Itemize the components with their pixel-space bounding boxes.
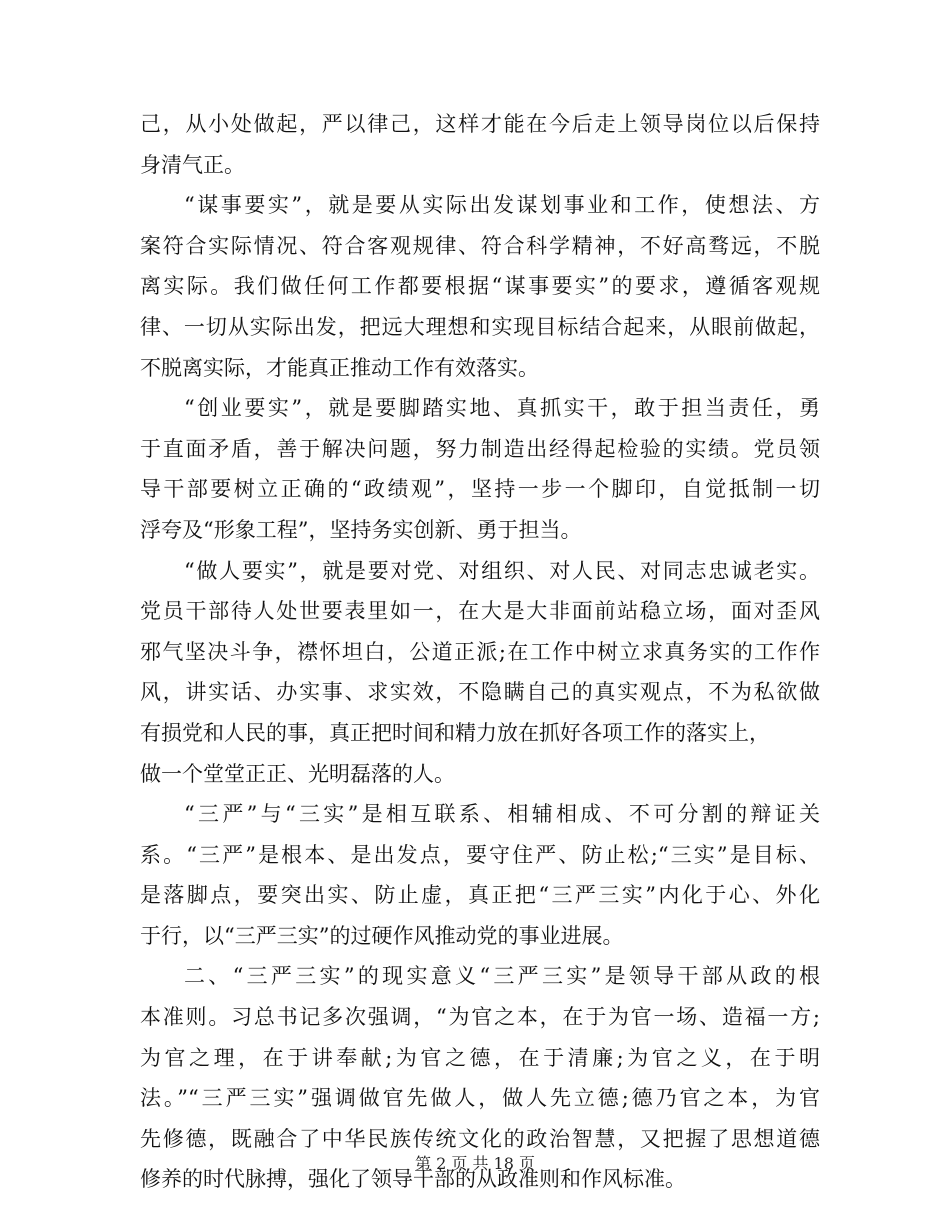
text-line: 先修德，既融合了中华民族传统文化的政治智慧，又把握了思想道德 <box>140 1126 820 1151</box>
text-line: 不脱离实际，才能真正推动工作有效落实。 <box>140 355 539 380</box>
text-line: 浮夸及“形象工程”，坚持务实创新、勇于担当。 <box>140 517 582 542</box>
text-line: 律、一切从实际出发，把远大理想和实现目标结合起来，从眼前做起， <box>140 314 820 339</box>
paragraph-start-line: “做人要实”，就是要对党、对组织、对人民、对同志忠诚老实。 <box>184 558 820 583</box>
text-line: 党员干部待人处世要表里如一，在大是大非面前站稳立场，面对歪风 <box>140 599 820 624</box>
paragraph-start-line: “创业要实”，就是要脚踏实地、真抓实干，敢于担当责任，勇 <box>184 396 820 421</box>
text-line: 离实际。我们做任何工作都要根据“谋事要实”的要求，遵循客观规 <box>140 274 820 299</box>
text-line: 做一个堂堂正正、光明磊落的人。 <box>140 761 455 786</box>
text-line: 导干部要树立正确的“政绩观”，坚持一步一个脚印，自觉抵制一切 <box>140 477 820 502</box>
text-line: 身清气正。 <box>140 152 245 177</box>
text-line: 修养的时代脉搏，强化了领导干部的从政准则和作风标准。 <box>140 1167 686 1192</box>
text-line: 于行，以“三严三实”的过硬作风推动党的事业进展。 <box>140 923 624 948</box>
paragraph-start-line: “谋事要实”，就是要从实际出发谋划事业和工作，使想法、方 <box>184 193 820 218</box>
text-line: 法。”“三严三实”强调做官先做人，做人先立德;德乃官之本，为官 <box>140 1086 820 1111</box>
document-body <box>140 104 820 1200</box>
text-line: 于直面矛盾，善于解决问题，努力制造出经得起检验的实绩。党员领 <box>140 436 820 461</box>
text-line: 己，从小处做起，严以律己，这样才能在今后走上领导岗位以后保持 <box>140 112 820 136</box>
paragraph-start-line: 二、“三严三实”的现实意义“三严三实”是领导干部从政的根 <box>184 964 820 989</box>
page-number-footer: 第 2 页 共 18 页 <box>415 1154 535 1173</box>
text-line: 为官之理，在于讲奉献;为官之德，在于清廉;为官之义，在于明 <box>140 1045 820 1070</box>
text-line: 邪气坚决斗争，襟怀坦白，公道正派;在工作中树立求真务实的工作作 <box>140 639 820 664</box>
text-line: 系。“三严”是根本、是出发点，要守住严、防止松;“三实”是目标、 <box>140 842 820 867</box>
text-line: 有损党和人民的事，真正把时间和精力放在抓好各项工作的落实上， <box>140 720 770 745</box>
paragraph-start-line: “三严”与“三实”是相互联系、相辅相成、不可分割的辩证关 <box>184 802 820 827</box>
text-line: 本准则。习总书记多次强调，“为官之本，在于为官一场、造福一方; <box>140 1005 820 1030</box>
text-line: 风，讲实话、办实事、求实效，不隐瞒自己的真实观点，不为私欲做 <box>140 680 820 705</box>
text-line: 是落脚点，要突出实、防止虚，真正把“三严三实”内化于心、外化 <box>140 883 820 908</box>
text-line: 案符合实际情况、符合客观规律、符合科学精神，不好高骛远，不脱 <box>140 233 820 258</box>
